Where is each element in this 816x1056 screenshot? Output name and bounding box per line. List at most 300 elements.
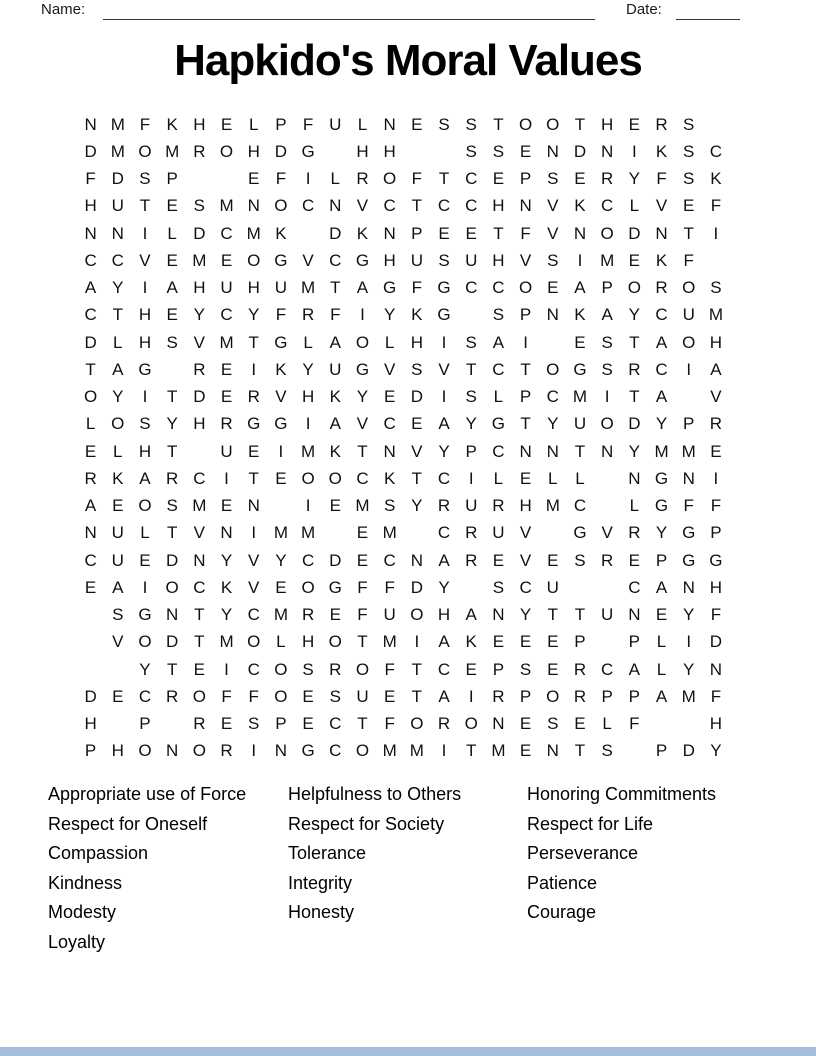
grid-cell: F [411,278,423,298]
letter-grid [77,111,730,765]
grid-cell: T [574,605,586,625]
grid-cell: G [138,605,152,625]
grid-cell: T [248,468,259,488]
grid-cell [458,574,485,601]
grid-cell: R [655,278,668,298]
grid-cell: V [302,250,314,270]
grid-cell: C [193,577,206,597]
grid-cell: C [356,468,369,488]
date-label: Date: [626,1,662,18]
grid-cell: K [465,632,477,652]
word-list-item: Patience [527,872,598,893]
grid-cell: L [303,332,313,352]
grid-cell: H [437,605,451,625]
grid-cell: S [139,414,151,434]
grid-cell: L [384,332,395,352]
grid-cell: T [411,686,423,706]
grid-cell: R [601,550,614,570]
grid-cell: D [682,741,695,761]
grid-cell: R [601,169,614,189]
grid-cell: D [166,550,179,570]
grid-cell: S [574,550,586,570]
grid-cell: N [601,141,614,161]
grid-cell: N [682,577,695,597]
grid-cell: V [275,387,287,407]
grid-cell: K [710,169,722,189]
grid-cell: P [275,714,287,734]
grid-cell: A [329,414,341,434]
grid-cell: V [519,250,532,270]
grid-cell: T [411,659,423,679]
grid-cell [458,302,485,329]
grid-cell: I [360,305,365,325]
grid-cell: O [138,632,152,652]
grid-cell: I [305,414,311,434]
grid-cell: I [142,278,148,298]
grid-cell: C [709,141,723,161]
grid-cell: H [492,250,505,270]
word-list-item: Honesty [288,902,355,923]
grid-cell: L [656,632,667,652]
grid-cell: R [329,659,342,679]
grid-cell: I [686,359,692,379]
grid-cell: O [464,714,478,734]
grid-cell: R [709,414,723,434]
grid-cell: S [547,714,559,734]
grid-cell: E [275,468,287,488]
grid-cell: M [192,496,207,516]
grid-cell: P [574,632,586,652]
grid-cell: R [465,523,478,543]
grid-cell: E [628,114,641,134]
grid-cell: V [248,577,260,597]
grid-cell: E [411,114,423,134]
grid-cell: H [138,441,152,461]
grid-cell: M [491,741,506,761]
word-list [48,780,716,958]
grid-cell: N [628,468,641,488]
grid-cell: C [220,223,233,243]
grid-cell: E [411,414,423,434]
grid-cell: Y [683,659,695,679]
grid-cell: U [111,523,124,543]
grid-cell [594,465,621,492]
grid-cell: M [708,305,723,325]
grid-cell: Y [139,659,151,679]
grid-cell: N [410,550,423,570]
grid-cell: C [492,441,505,461]
grid-cell: U [546,577,559,597]
grid-cell: C [437,659,451,679]
word-list-item: Honoring Commitments [527,784,717,804]
grid-cell: V [655,196,668,216]
grid-cell: P [655,741,668,761]
grid-cell: M [681,441,696,461]
grid-cell: S [601,332,613,352]
grid-cell: T [466,359,477,379]
grid-cell [539,329,566,356]
grid-cell: N [329,196,342,216]
grid-cell: A [655,332,668,352]
grid-cell: O [600,414,614,434]
grid-cell [322,138,349,165]
grid-cell: V [112,632,124,652]
grid-cell: R [492,496,505,516]
grid-cell: H [709,577,723,597]
word-list-item: Respect for Life [527,813,654,834]
grid-cell: T [493,114,504,134]
grid-cell: E [492,169,505,189]
grid-cell: C [84,550,97,570]
grid-cell: Y [710,741,722,761]
grid-cell [77,629,104,656]
grid-cell: V [710,387,722,407]
grid-cell: C [655,359,668,379]
grid-cell: U [329,114,342,134]
grid-cell: D [709,632,723,652]
grid-cell: U [111,550,124,570]
bottom-bar [0,1047,816,1056]
grid-cell: Y [248,305,260,325]
word-list-item: Respect for Society [288,813,445,834]
grid-cell: I [713,223,719,243]
grid-cell: Y [166,414,178,434]
grid-cell: O [518,278,533,298]
grid-cell: E [220,359,233,379]
grid-cell: F [411,169,423,189]
grid-cell: O [138,741,152,761]
grid-cell: Y [383,305,396,325]
grid-cell: Y [193,305,206,325]
grid-cell: S [166,332,178,352]
grid-cell: N [601,441,614,461]
grid-cell: Y [655,523,668,543]
grid-cell: E [519,468,532,488]
grid-cell: E [574,714,586,734]
grid-cell: S [492,577,505,597]
grid-cell: E [655,605,668,625]
grid-cell: F [710,686,722,706]
grid-cell: U [492,523,505,543]
grid-cell: C [573,496,587,516]
grid-cell: H [111,741,124,761]
grid-cell: Y [438,577,450,597]
grid-cell: G [491,414,506,434]
grid-cell: I [305,496,311,516]
grid-cell: T [574,741,586,761]
grid-cell: A [492,332,505,352]
grid-cell: E [84,441,97,461]
grid-cell: G [355,359,370,379]
grid-cell: K [166,114,178,134]
grid-cell: C [111,250,124,270]
grid-cell: N [247,196,260,216]
word-list-item: Appropriate use of Force [48,784,247,804]
word-list-item: Integrity [288,872,353,893]
grid-cell: N [193,550,206,570]
grid-cell: M [382,523,397,543]
grid-cell: D [410,387,423,407]
grid-cell: T [139,196,151,216]
grid-cell: I [251,523,257,543]
grid-cell: E [166,305,178,325]
grid-cell: Y [628,305,641,325]
grid-cell: D [573,141,587,161]
grid-cell: P [465,441,477,461]
grid-cell: G [709,550,723,570]
grid-cell: P [601,686,613,706]
grid-cell: P [492,659,505,679]
grid-cell: O [274,196,288,216]
grid-cell [566,574,593,601]
grid-cell: E [438,223,450,243]
grid-cell: A [655,577,668,597]
grid-cell: T [411,196,423,216]
grid-cell: H [247,141,260,161]
grid-cell: E [628,550,641,570]
grid-cell: A [112,359,124,379]
grid-cell: O [301,577,315,597]
grid-cell: K [356,223,369,243]
grid-cell: R [437,496,451,516]
grid-cell [675,384,702,411]
grid-cell: E [383,387,396,407]
word-list-item: Modesty [48,902,117,923]
grid-cell: A [438,686,450,706]
grid-cell: D [84,332,97,352]
grid-cell: U [356,686,369,706]
grid-cell: O [274,686,288,706]
grid-cell: A [112,577,124,597]
grid-cell: L [575,468,585,488]
grid-cell: E [329,496,341,516]
grid-cell: H [301,632,315,652]
grid-cell: E [220,387,233,407]
grid-cell: V [519,550,532,570]
grid-cell: I [468,468,474,488]
grid-cell: D [84,686,97,706]
grid-cell: L [113,332,123,352]
grid-cell: I [251,741,257,761]
grid-cell: S [465,332,477,352]
grid-cell: I [224,659,229,679]
grid-cell: C [301,550,315,570]
grid-cell: T [357,441,368,461]
grid-cell [430,138,457,165]
grid-cell: L [357,114,368,134]
grid-cell: A [84,496,97,516]
grid-cell: V [193,523,206,543]
grid-cell: G [274,250,288,270]
grid-cell: S [411,359,423,379]
grid-cell: C [601,659,614,679]
grid-cell: E [547,659,559,679]
grid-cell [104,711,131,738]
grid-cell: E [248,169,260,189]
grid-cell: O [682,332,696,352]
grid-cell: M [301,441,316,461]
grid-cell: C [437,468,451,488]
grid-cell: C [546,387,559,407]
grid-cell: H [383,141,396,161]
grid-cell: L [85,414,96,434]
grid-cell: H [519,496,532,516]
name-label: Name: [41,1,86,18]
grid-cell: M [219,196,234,216]
grid-cell: N [546,741,559,761]
grid-cell: O [111,414,125,434]
word-list-item: Helpfulness to Others [288,784,462,804]
grid-cell: A [166,278,178,298]
grid-cell: C [437,523,451,543]
grid-cell: N [383,223,396,243]
grid-cell: D [628,414,641,434]
grid-cell: O [355,741,370,761]
grid-cell: D [84,141,97,161]
grid-cell: F [221,686,232,706]
grid-cell: H [601,114,614,134]
grid-cell: T [411,468,423,488]
grid-cell: F [384,714,395,734]
grid-cell [403,138,430,165]
grid-cell [702,247,729,274]
grid-cell: M [192,250,207,270]
grid-cell: H [247,278,260,298]
grid-cell: A [329,332,341,352]
grid-cell: I [441,741,447,761]
grid-cell: E [220,714,233,734]
grid-cell: R [193,359,206,379]
grid-cell: E [465,659,477,679]
grid-cell: O [247,632,261,652]
grid-cell: N [519,196,532,216]
grid-cell: G [682,523,696,543]
grid-cell: C [383,414,396,434]
grid-cell: O [328,632,342,652]
grid-cell: A [356,278,369,298]
grid-cell [702,111,729,138]
grid-cell: E [465,223,477,243]
grid-cell [539,520,566,547]
grid-cell: C [655,305,668,325]
grid-cell: D [628,223,641,243]
grid-cell: R [166,468,179,488]
grid-cell: O [546,359,560,379]
grid-cell: S [547,169,559,189]
grid-cell: M [273,523,288,543]
grid-cell [403,520,430,547]
word-list-item: Compassion [48,843,149,864]
grid-cell: S [465,114,477,134]
grid-cell: P [628,632,641,652]
grid-cell [186,166,213,193]
grid-cell: S [601,741,613,761]
grid-cell: G [654,496,669,516]
grid-cell: P [519,686,532,706]
grid-cell: U [465,250,478,270]
grid-cell: L [248,114,259,134]
grid-cell: S [465,141,477,161]
grid-cell: F [384,577,395,597]
grid-cell: O [383,169,397,189]
grid-cell: U [329,359,342,379]
grid-cell: O [192,686,206,706]
grid-cell: S [438,114,450,134]
grid-cell: N [383,114,396,134]
grid-cell: E [356,550,369,570]
grid-cell: N [220,523,233,543]
grid-cell: R [193,714,206,734]
grid-cell: M [681,686,696,706]
grid-cell: C [329,714,342,734]
grid-cell: Y [220,550,233,570]
grid-cell: G [138,359,152,379]
grid-cell: C [465,196,478,216]
grid-cell: T [438,169,450,189]
grid-cell [594,574,621,601]
grid-cell: C [138,686,152,706]
grid-cell: R [573,686,587,706]
grid-cell: N [628,605,641,625]
word-list-column [48,780,288,958]
grid-cell: E [248,441,260,461]
grid-cell: V [139,250,151,270]
grid-cell: I [631,141,637,161]
grid-cell: T [493,223,504,243]
grid-cell [322,520,349,547]
grid-cell: H [193,114,206,134]
grid-cell: N [709,659,723,679]
grid-cell: T [166,523,178,543]
grid-cell: H [356,141,369,161]
grid-cell: T [574,441,586,461]
grid-cell: C [193,468,206,488]
grid-cell: E [139,550,151,570]
grid-cell: E [574,169,586,189]
grid-cell: N [111,223,124,243]
grid-cell: S [465,387,477,407]
grid-cell: N [247,496,260,516]
grid-cell: I [523,332,528,352]
grid-cell: U [220,441,233,461]
grid-cell: I [305,169,311,189]
grid-cell: P [139,714,151,734]
grid-cell: O [274,659,288,679]
grid-cell: F [357,577,368,597]
grid-cell: I [251,359,257,379]
grid-cell: N [166,605,179,625]
grid-cell: M [219,632,234,652]
grid-cell [295,220,322,247]
grid-cell: E [547,278,559,298]
grid-cell: E [574,332,586,352]
grid-cell: T [357,714,368,734]
grid-cell: G [301,741,315,761]
grid-cell: M [301,523,316,543]
grid-cell: A [438,550,450,570]
grid-cell: F [656,169,667,189]
grid-cell: F [330,305,341,325]
puzzle-title: Hapkido's Moral Values [174,36,642,85]
grid-cell: C [519,577,532,597]
grid-cell: F [520,223,531,243]
grid-cell: E [112,686,124,706]
grid-cell: C [329,741,342,761]
grid-cell: S [492,141,505,161]
grid-cell: C [601,196,614,216]
grid-cell: F [275,169,287,189]
grid-cell: A [438,632,450,652]
